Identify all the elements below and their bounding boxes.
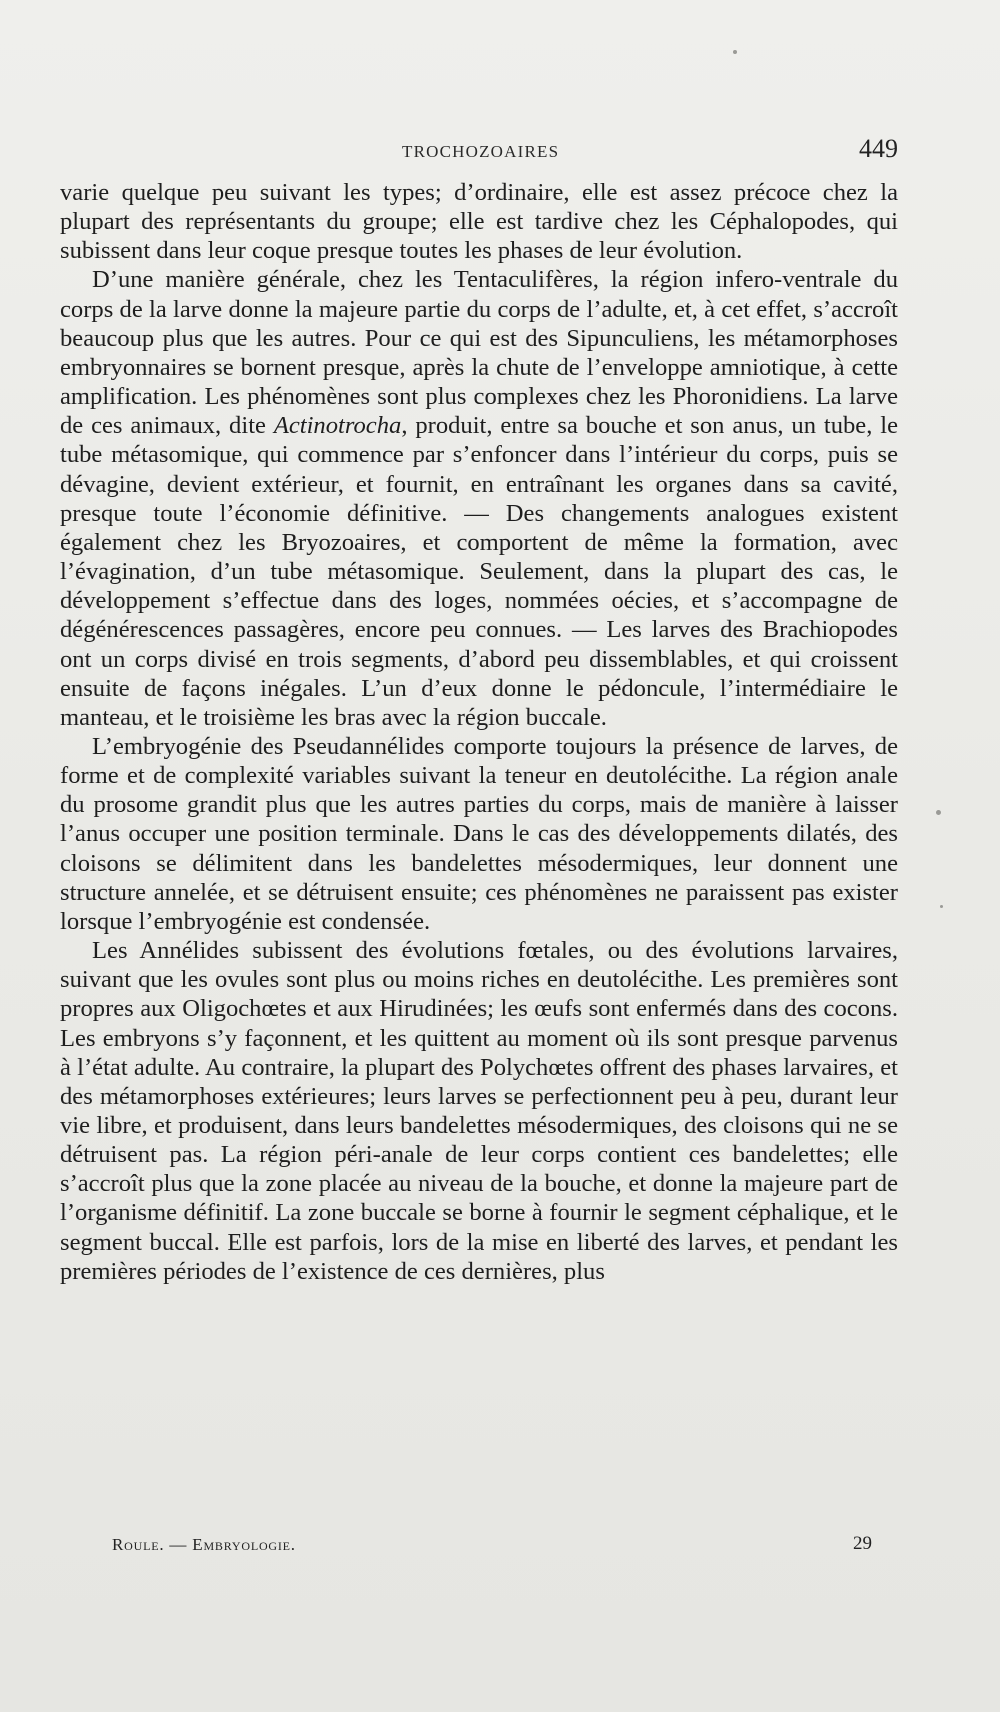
body-text [60, 178, 898, 1286]
paragraph-2-text-before: D’une manière générale, chez les Tentaculifères, la région infero-ventrale du corps de la larve donne la majeure partie du corps de l’adulte, et, à cet effet, s’accroît beaucoup plus que les autres. Pour ce qui est des Sipunculiens, les métamorphoses embryonnaires se bornent presque, après la chute de l’enveloppe amniotique, à cette amplification. Les phénomènes sont plus complexes chez les Phoronidiens. La larve de ces animaux, dite [60, 266, 898, 440]
paragraph-1 [60, 178, 898, 265]
paragraph-1-text: varie quelque peu suivant les types; d’ordinaire, elle est assez précoce chez la plupart des représentants du groupe; elle est tardive chez les Céphalopodes, qui subissent dans leur coque presque toutes les phases de leur évolution. [60, 179, 898, 265]
running-title: TROCHOZOAIRES [402, 142, 560, 161]
paper-speck [936, 810, 941, 815]
page-number: 449 [859, 134, 898, 163]
footer-signature: Roule. — Embryologie. [112, 1535, 296, 1554]
running-head [62, 134, 898, 174]
paragraph-4 [60, 936, 898, 1286]
paragraph-2 [60, 265, 898, 732]
paragraph-4-text: Les Annélides subissent des évolutions fœtales, ou des évolutions larvaires, suivant que les ovules sont plus ou moins riches en deutolécithe. Les premières sont propres aux Oligochœtes et aux Hirudinées; les œufs sont enfermés dans des cocons. Les embryons s’y façonnent, et les quittent au moment où ils sont presque parvenus à l’état adulte. Au contraire, la plupart des Polychœtes offrent des phases larvaires, et des métamorphoses extérieures; leurs larves se perfectionnent peu à peu, durant leur vie libre, et produisent, dans leurs bandelettes mésodermiques, des cloisons qui ne se détruisent pas. La région péri-anale de leur corps contient ces bandelettes; elle s’accroît plus que la zone placée au niveau de la bouche, et donne la majeure part de l’organisme définitif. La zone buccale se borne à fournir le segment céphalique, et le segment buccal. Elle est parfois, lors de la mise en liberté des larves, et pendant les premières périodes de l’existence de ces dernières, plus [60, 937, 898, 1285]
paragraph-2-text-after: , produit, entre sa bouche et son anus, un tube, le tube métasomique, qui commence par s’enfoncer dans l’intérieur du corps, puis se dévagine, devient extérieur, et fournit, en entraînant les organes dans sa cavité, presque toute l’économie définitive. — Des changements analogues existent également chez les Bryozoaires, et comportent de même la formation, avec l’évagination, d’un tube métasomique. Seulement, dans la plupart des cas, le développement s’effectue dans des loges, nommées oécies, et s’accompagne de dégénérescences passagères, encore peu connues. — Les larves des Brachiopodes ont un corps divisé en trois segments, d’abord peu dissemblables, et qui croissent ensuite de façons inégales. L’un d’eux donne le pédoncule, l’intermédiaire le manteau, et le troisième les bras avec la région buccale. [60, 412, 898, 731]
paper-speck [940, 905, 943, 908]
taxon-name-italic: Actinotrocha [273, 412, 402, 440]
footer-sheet-number: 29 [853, 1533, 872, 1554]
paper-speck [733, 50, 737, 54]
page-footer [112, 1535, 872, 1565]
paragraph-3 [60, 732, 898, 936]
paragraph-3-text: L’embryogénie des Pseudannélides comporte toujours la présence de larves, de forme et de complexité variables suivant la teneur en deutolécithe. La région anale du prosome grandit plus que les autres parties du corps, mais de manière à laisser l’anus occuper une position terminale. Dans le cas des développements dilatés, des cloisons se délimitent dans les bandelettes mésodermiques, leur donnent une structure annelée, et se détruisent ensuite; ces phénomènes ne paraissent pas exister lorsque l’embryogénie est condensée. [60, 732, 898, 935]
